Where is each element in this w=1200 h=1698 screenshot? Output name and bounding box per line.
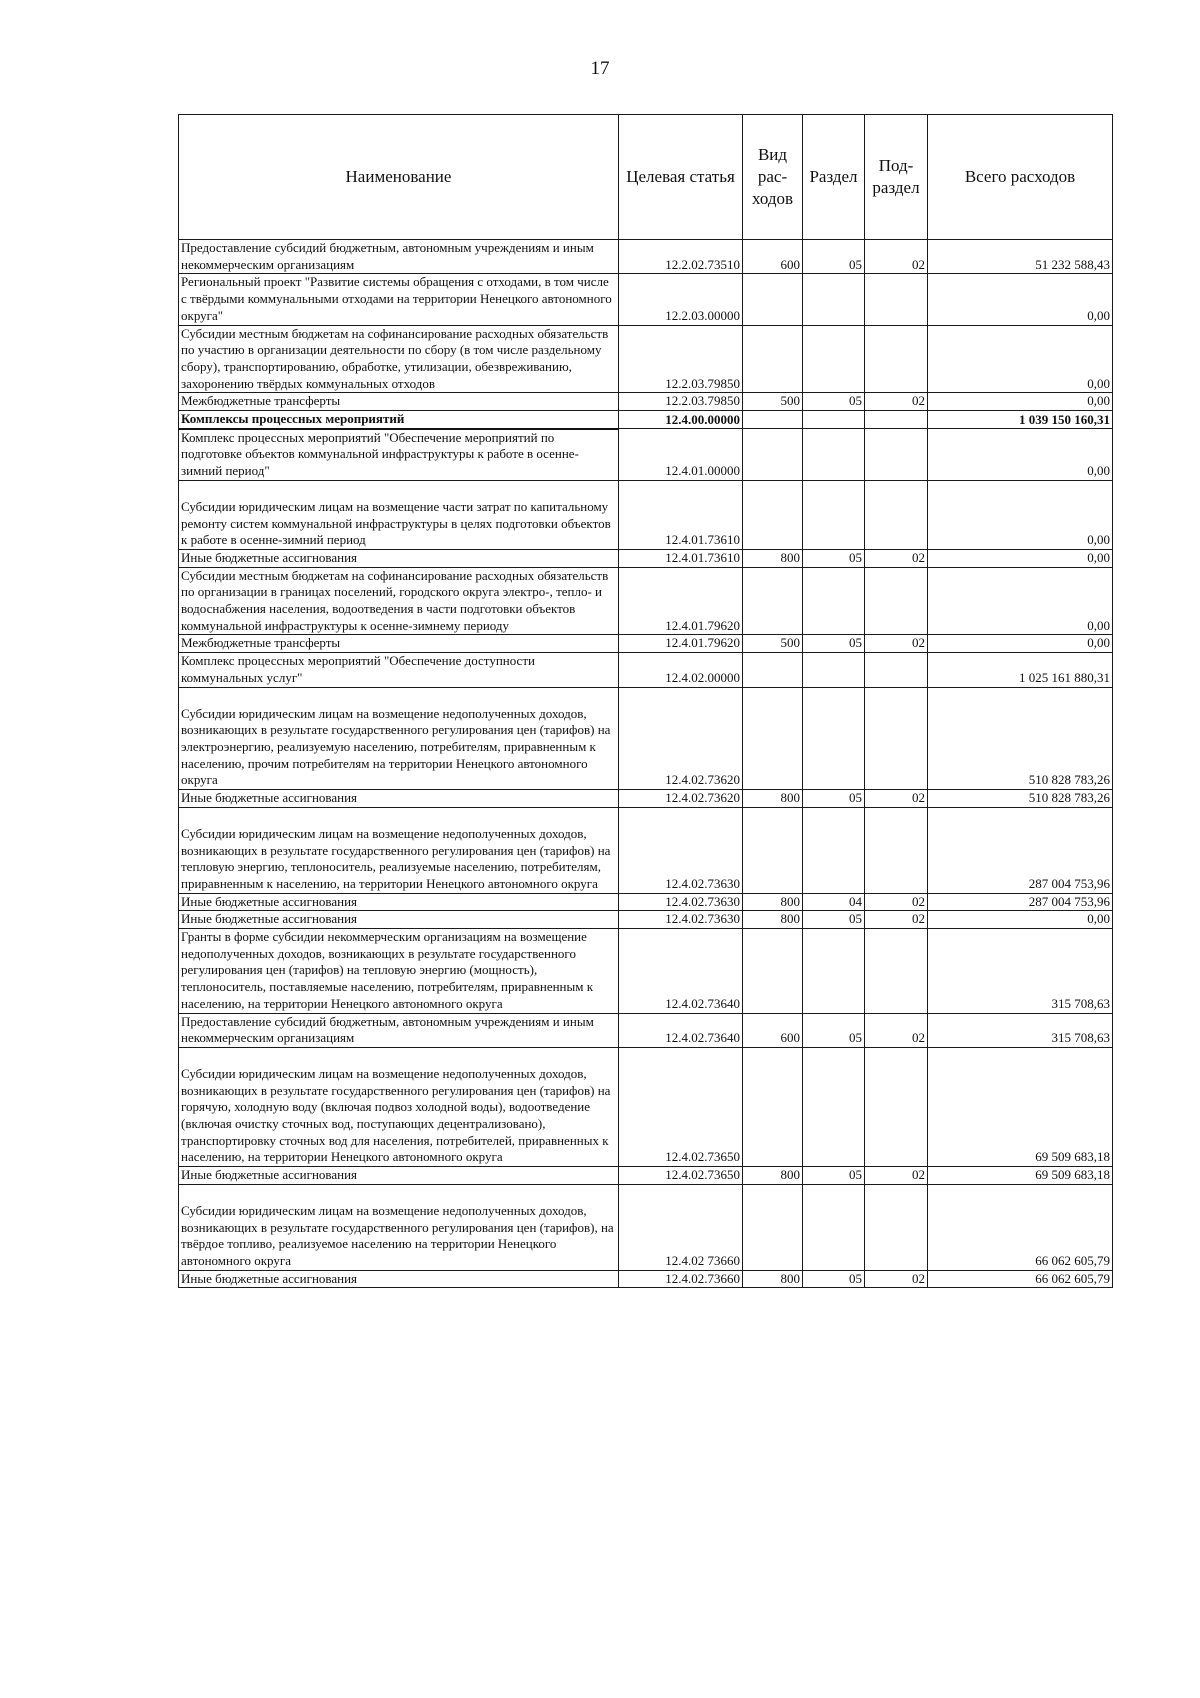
row-section-cell: [803, 807, 865, 893]
row-expense-kind-cell: [743, 567, 803, 635]
row-subsection-cell: [865, 929, 928, 1014]
row-expense-kind-cell: [743, 929, 803, 1014]
row-subsection-cell: [865, 274, 928, 325]
row-target-article-cell: 12.4.01.73610: [619, 480, 743, 549]
row-subsection-cell: 02: [865, 1013, 928, 1047]
row-target-article-cell: 12.4.02.73650: [619, 1047, 743, 1166]
row-section-cell: 04: [803, 893, 865, 911]
row-total-cell: 0,00: [928, 635, 1113, 653]
table-row: [179, 1013, 1113, 1047]
row-name-cell: Комплекс процессных мероприятий "Обеспечение мероприятий по подготовке объектов коммунальной инфраструктуры к работе в осенне-зимний период": [179, 429, 619, 481]
row-name-cell: Гранты в форме субсидии некоммерческим организациям на возмещение недополученных доходов, возникающих в результате государственного регулирования цен (тарифов) на тепловую энергию (мощность), теплоноситель, поставляемые населению, потребителям, приравненным к населению, на территории Ненецкого автономного округа: [179, 929, 619, 1014]
row-name-cell: Субсидии местным бюджетам на софинансирование расходных обязательств по организации в границах поселений, городского округа электро-, тепло- и водоснабжения населения, водоотведения в части подготовки объектов коммунальной инфраструктуры к осенне-зимнему периоду: [179, 567, 619, 635]
row-target-article-cell: 12.4.02.73630: [619, 807, 743, 893]
table-row: [179, 1047, 1113, 1166]
row-subsection-cell: 02: [865, 393, 928, 411]
row-name-cell: Субсидии юридическим лицам на возмещение недополученных доходов, возникающих в результате государственного регулирования цен (тарифов) на электроэнергию, реализуемую населению, потребителям, приравненным к населению, прочим потребителям на территории Ненецкого автономного округа: [179, 687, 619, 790]
row-subsection-cell: 02: [865, 549, 928, 567]
row-subsection-cell: 02: [865, 911, 928, 929]
table-row: [179, 411, 1113, 429]
row-name-cell: Субсидии местным бюджетам на софинансирование расходных обязательств по участию в организации деятельности по сбору (в том числе раздельному сбору), транспортированию, обработке, утилизации, обезвреживанию, захоронению твёрдых коммунальных отходов: [179, 325, 619, 393]
row-total-cell: 69 509 683,18: [928, 1047, 1113, 1166]
row-total-cell: 0,00: [928, 325, 1113, 393]
row-expense-kind-cell: 500: [743, 393, 803, 411]
row-section-cell: [803, 567, 865, 635]
row-expense-kind-cell: 800: [743, 911, 803, 929]
row-name-cell: Субсидии юридическим лицам на возмещение недополученных доходов, возникающих в результате государственного регулирования цен (тарифов) на горячую, холодную воду (включая подвоз холодной воды), водоотведение (включая очистку сточных вод, поступающих децентрализовано), транспортировку сточных вод для населения, потребителей, приравненных к населению, на территории Ненецкого автономного округа: [179, 1047, 619, 1166]
row-total-cell: 0,00: [928, 911, 1113, 929]
row-total-cell: 510 828 783,26: [928, 687, 1113, 790]
row-name-cell: Региональный проект "Развитие системы обращения с отходами, в том числе с твёрдыми коммунальными отходами на территории Ненецкого автономного округа": [179, 274, 619, 325]
row-name-cell: Субсидии юридическим лицам на возмещение недополученных доходов, возникающих в результате государственного регулирования цен (тарифов) на тепловую энергию, теплоноситель, реализуемые населению, потребителям, приравненным к населению, на территории Ненецкого автономного округа: [179, 807, 619, 893]
row-section-cell: [803, 325, 865, 393]
row-total-cell: 0,00: [928, 274, 1113, 325]
row-total-cell: 69 509 683,18: [928, 1167, 1113, 1185]
table-row: [179, 393, 1113, 411]
row-total-cell: 1 025 161 880,31: [928, 653, 1113, 687]
table-row: [179, 929, 1113, 1014]
row-total-cell: 66 062 605,79: [928, 1184, 1113, 1270]
header-expense-kind: Вид рас-ходов: [743, 115, 803, 240]
row-expense-kind-cell: [743, 480, 803, 549]
row-total-cell: 1 039 150 160,31: [928, 411, 1113, 429]
row-expense-kind-cell: [743, 1047, 803, 1166]
row-expense-kind-cell: [743, 274, 803, 325]
row-total-cell: 287 004 753,96: [928, 807, 1113, 893]
row-total-cell: 0,00: [928, 549, 1113, 567]
row-expense-kind-cell: [743, 429, 803, 481]
table-body: [179, 240, 1113, 1288]
row-target-article-cell: 12.4.00.00000: [619, 411, 743, 429]
row-section-cell: [803, 1184, 865, 1270]
row-total-cell: 0,00: [928, 393, 1113, 411]
row-target-article-cell: 12.4.02.73640: [619, 1013, 743, 1047]
row-target-article-cell: 12.4.01.00000: [619, 429, 743, 481]
row-expense-kind-cell: 800: [743, 893, 803, 911]
row-expense-kind-cell: [743, 411, 803, 429]
budget-expenditure-table: [178, 114, 1113, 1288]
row-section-cell: [803, 687, 865, 790]
row-subsection-cell: [865, 429, 928, 481]
row-section-cell: [803, 429, 865, 481]
row-subsection-cell: [865, 687, 928, 790]
row-total-cell: 0,00: [928, 567, 1113, 635]
row-target-article-cell: 12.4.01.73610: [619, 549, 743, 567]
row-subsection-cell: [865, 1184, 928, 1270]
row-name-cell: Предоставление субсидий бюджетным, автономным учреждениям и иным некоммерческим организациям: [179, 240, 619, 274]
row-subsection-cell: [865, 480, 928, 549]
row-total-cell: 0,00: [928, 480, 1113, 549]
table-row: [179, 790, 1113, 808]
table-row: [179, 911, 1113, 929]
table-row: [179, 687, 1113, 790]
row-expense-kind-cell: [743, 687, 803, 790]
table-row: [179, 240, 1113, 274]
row-expense-kind-cell: [743, 653, 803, 687]
row-name-cell: Субсидии юридическим лицам на возмещение недополученных доходов, возникающих в результате государственного регулирования цен (тарифов), на твёрдое топливо, реализуемое населению на территории Ненецкого автономного округа: [179, 1184, 619, 1270]
header-subsection: Под-раздел: [865, 115, 928, 240]
row-total-cell: 510 828 783,26: [928, 790, 1113, 808]
table-row: [179, 549, 1113, 567]
row-target-article-cell: 12.4.02 73660: [619, 1184, 743, 1270]
row-section-cell: [803, 653, 865, 687]
row-name-cell: Межбюджетные трансферты: [179, 635, 619, 653]
row-expense-kind-cell: 600: [743, 240, 803, 274]
header-target-article: Целевая статья: [619, 115, 743, 240]
row-target-article-cell: 12.2.03.79850: [619, 393, 743, 411]
header-name: Наименование: [179, 115, 619, 240]
row-subsection-cell: 02: [865, 1167, 928, 1185]
row-subsection-cell: [865, 807, 928, 893]
row-target-article-cell: 12.4.02.73650: [619, 1167, 743, 1185]
row-expense-kind-cell: 800: [743, 1167, 803, 1185]
row-section-cell: 05: [803, 1013, 865, 1047]
table-row: [179, 893, 1113, 911]
header-section: Раздел: [803, 115, 865, 240]
row-section-cell: [803, 1047, 865, 1166]
table-row: [179, 429, 1113, 481]
row-subsection-cell: [865, 411, 928, 429]
row-section-cell: 05: [803, 1270, 865, 1288]
row-target-article-cell: 12.4.01.79620: [619, 635, 743, 653]
table-row: [179, 1184, 1113, 1270]
row-subsection-cell: 02: [865, 1270, 928, 1288]
row-name-cell: Межбюджетные трансферты: [179, 393, 619, 411]
row-name-cell: Иные бюджетные ассигнования: [179, 790, 619, 808]
row-subsection-cell: [865, 567, 928, 635]
row-section-cell: 05: [803, 240, 865, 274]
row-name-cell: Комплекс процессных мероприятий "Обеспечение доступности коммунальных услуг": [179, 653, 619, 687]
row-section-cell: 05: [803, 393, 865, 411]
row-target-article-cell: 12.4.02.73640: [619, 929, 743, 1014]
row-expense-kind-cell: 600: [743, 1013, 803, 1047]
row-target-article-cell: 12.2.03.79850: [619, 325, 743, 393]
table-row: [179, 1270, 1113, 1288]
row-section-cell: 05: [803, 790, 865, 808]
row-target-article-cell: 12.4.01.79620: [619, 567, 743, 635]
row-target-article-cell: 12.2.02.73510: [619, 240, 743, 274]
row-subsection-cell: [865, 325, 928, 393]
row-target-article-cell: 12.4.02.73620: [619, 790, 743, 808]
row-subsection-cell: 02: [865, 790, 928, 808]
row-expense-kind-cell: [743, 1184, 803, 1270]
row-subsection-cell: [865, 653, 928, 687]
table-row: [179, 653, 1113, 687]
row-section-cell: 05: [803, 1167, 865, 1185]
table-row: [179, 1167, 1113, 1185]
row-subsection-cell: [865, 1047, 928, 1166]
row-expense-kind-cell: 800: [743, 549, 803, 567]
row-total-cell: 315 708,63: [928, 929, 1113, 1014]
row-section-cell: 05: [803, 549, 865, 567]
row-name-cell: Субсидии юридическим лицам на возмещение части затрат по капитальному ремонту систем коммунальной инфраструктуры в целях подготовки объектов к работе в осенне-зимний период: [179, 480, 619, 549]
row-total-cell: 287 004 753,96: [928, 893, 1113, 911]
row-expense-kind-cell: 500: [743, 635, 803, 653]
row-target-article-cell: 12.4.02.73630: [619, 911, 743, 929]
table-row: [179, 325, 1113, 393]
row-expense-kind-cell: [743, 325, 803, 393]
page-number: 17: [590, 58, 610, 79]
row-target-article-cell: 12.4.02.73620: [619, 687, 743, 790]
table-row: [179, 480, 1113, 549]
row-section-cell: [803, 480, 865, 549]
row-section-cell: [803, 411, 865, 429]
row-total-cell: 0,00: [928, 429, 1113, 481]
row-total-cell: 51 232 588,43: [928, 240, 1113, 274]
row-expense-kind-cell: 800: [743, 1270, 803, 1288]
row-target-article-cell: 12.4.02.73630: [619, 893, 743, 911]
row-name-cell: Предоставление субсидий бюджетным, автономным учреждениям и иным некоммерческим организациям: [179, 1013, 619, 1047]
table-row: [179, 567, 1113, 635]
table-row: [179, 274, 1113, 325]
row-section-cell: [803, 929, 865, 1014]
row-subsection-cell: 02: [865, 240, 928, 274]
row-subsection-cell: 02: [865, 893, 928, 911]
row-expense-kind-cell: [743, 807, 803, 893]
row-section-cell: [803, 274, 865, 325]
row-name-cell: Иные бюджетные ассигнования: [179, 893, 619, 911]
row-name-cell: Иные бюджетные ассигнования: [179, 1270, 619, 1288]
row-expense-kind-cell: 800: [743, 790, 803, 808]
table-row: [179, 807, 1113, 893]
table-row: [179, 635, 1113, 653]
row-name-cell: Комплексы процессных мероприятий: [179, 411, 619, 429]
header-total-expenses: Всего расходов: [928, 115, 1113, 240]
row-total-cell: 315 708,63: [928, 1013, 1113, 1047]
row-target-article-cell: 12.4.02.00000: [619, 653, 743, 687]
row-name-cell: Иные бюджетные ассигнования: [179, 549, 619, 567]
row-name-cell: Иные бюджетные ассигнования: [179, 1167, 619, 1185]
table-header-row: [179, 115, 1113, 240]
row-section-cell: 05: [803, 635, 865, 653]
row-section-cell: 05: [803, 911, 865, 929]
row-target-article-cell: 12.2.03.00000: [619, 274, 743, 325]
row-subsection-cell: 02: [865, 635, 928, 653]
row-name-cell: Иные бюджетные ассигнования: [179, 911, 619, 929]
row-target-article-cell: 12.4.02.73660: [619, 1270, 743, 1288]
row-total-cell: 66 062 605,79: [928, 1270, 1113, 1288]
